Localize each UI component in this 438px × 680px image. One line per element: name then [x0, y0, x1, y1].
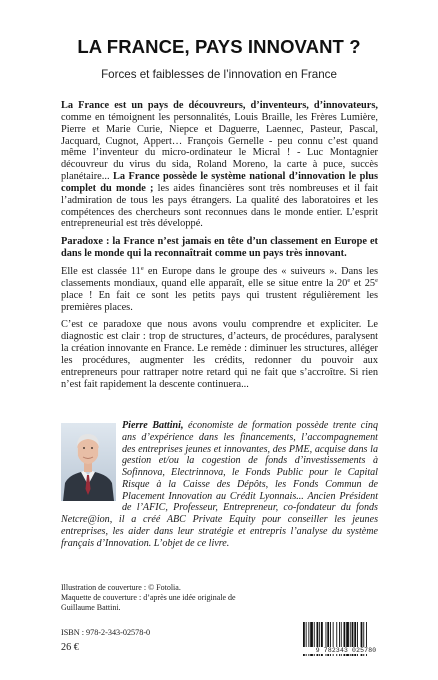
- book-subtitle: Forces et faiblesses de l’innovation en France: [101, 68, 337, 81]
- author-bio: [61, 420, 378, 549]
- paragraph-2: [61, 236, 378, 260]
- paragraph-2-bold: Paradoxe : la France n’est jamais en tête d’un classement en Europe et dans le monde qui la reconnaîtrait comme un pays très innovant.: [61, 236, 378, 260]
- blurb: [61, 100, 378, 396]
- author-photo: [61, 423, 116, 501]
- author-bio-text: économiste de formation possède trente cinq ans d’expérience dans les financements, l’accompagnement des entreprises jeunes et innovantes, des PME, acquise dans la gestion et/ou la cogestion de fonds d’investissements à Sofinnova, Electrinnova, le Fonds Public pour le Capital Risque à la Caisse des Dépôts, les Fonds Commun de Placement Innovation au Crédit Lyonnais... Ancien Président de l’AFIC, Professeur, Entrepreneur, co-fondateur du fonds Netcre@ion, il a créé ABC Private Equity pour conseiller les jeunes entreprises, les aider dans leur stratégie et entrepris l’analyse du système français d’Innovation. L’objet de ce livre.: [61, 420, 378, 549]
- paragraph-3-part-a: Elle est classée 11: [61, 265, 141, 277]
- paragraph-3-part-b: en Europe dans le groupe des « suiveurs ». Dans les classements mondiaux, quand elle apparaît, elle se situe entre la 20: [61, 265, 379, 289]
- paragraph-3: [61, 266, 378, 313]
- cover-credits: [61, 583, 281, 614]
- paragraph-3-part-d: place ! En fait ce sont les petits pays qui trustent régulièrement les premières places.: [61, 289, 378, 313]
- ordinal-sup-3: e: [375, 276, 378, 284]
- price: 26 €: [61, 642, 79, 653]
- paragraph-1-text-end: les aides financières sont très nombreuses et il fait l’admiration de tous les pays étrangers. La qualité des laboratoires et les compétences des chercheurs sont reconnues dans le monde entier. L’esprit entrepreneurial est très développé.: [61, 182, 378, 230]
- book-title: LA FRANCE, PAYS INNOVANT ?: [77, 36, 361, 57]
- paragraph-3-part-c: et 25: [350, 277, 376, 289]
- credit-layout: Maquette de couverture : d’après une idée originale de: [61, 593, 236, 603]
- ordinal-sup-1: e: [140, 264, 144, 272]
- barcode-digits: 9 782343 025780: [300, 647, 392, 654]
- paragraph-4: C’est ce paradoxe que nous avons voulu comprendre et expliciter. Le diagnostic est clair : trop de structures, d’acteurs, de procédures, paralysent la création innovante en France. Le remède : diminuer les structures, alléger les procédures, augmenter les crédits, redonner du pouvoir aux entrepreneurs pour rattraper notre retard qui ne fait que s’accroître. Si rien n’est fait rapidement la descente continuera...: [61, 319, 378, 390]
- isbn: ISBN : 978-2-343-02578-0: [61, 628, 151, 637]
- paragraph-1-bold-mid: La France possède le système national d’innovation le plus complet du monde ;: [61, 171, 378, 194]
- paragraph-1-text: comme en témoignent les personnalités, Louis Braille, les Frères Lumière, Pierre et Marie Curie, Niepce et Daguerre, Laennec, Pasteur, Pascal, Jacquard, Cugnot, Appert… François Gernelle - peu connu c’est quand même l’inventeur du micro-ordinateur le Micral ! - Luc Montagnier découvreur du virus du sida, Roland Moreno, la carte à puce, succès planétaire...: [61, 111, 378, 183]
- paragraph-1-bold-intro: La France est un pays de découvreurs, d’inventeurs, d’innovateurs,: [61, 100, 378, 111]
- credit-illustration: Illustration de couverture : © Fotolia.: [61, 583, 181, 592]
- credit-layout-author: Guillaume Battini.: [61, 603, 121, 613]
- ordinal-sup-2: e: [347, 276, 351, 284]
- paragraph-1: [61, 100, 378, 230]
- author-name: Pierre Battini,: [122, 420, 184, 431]
